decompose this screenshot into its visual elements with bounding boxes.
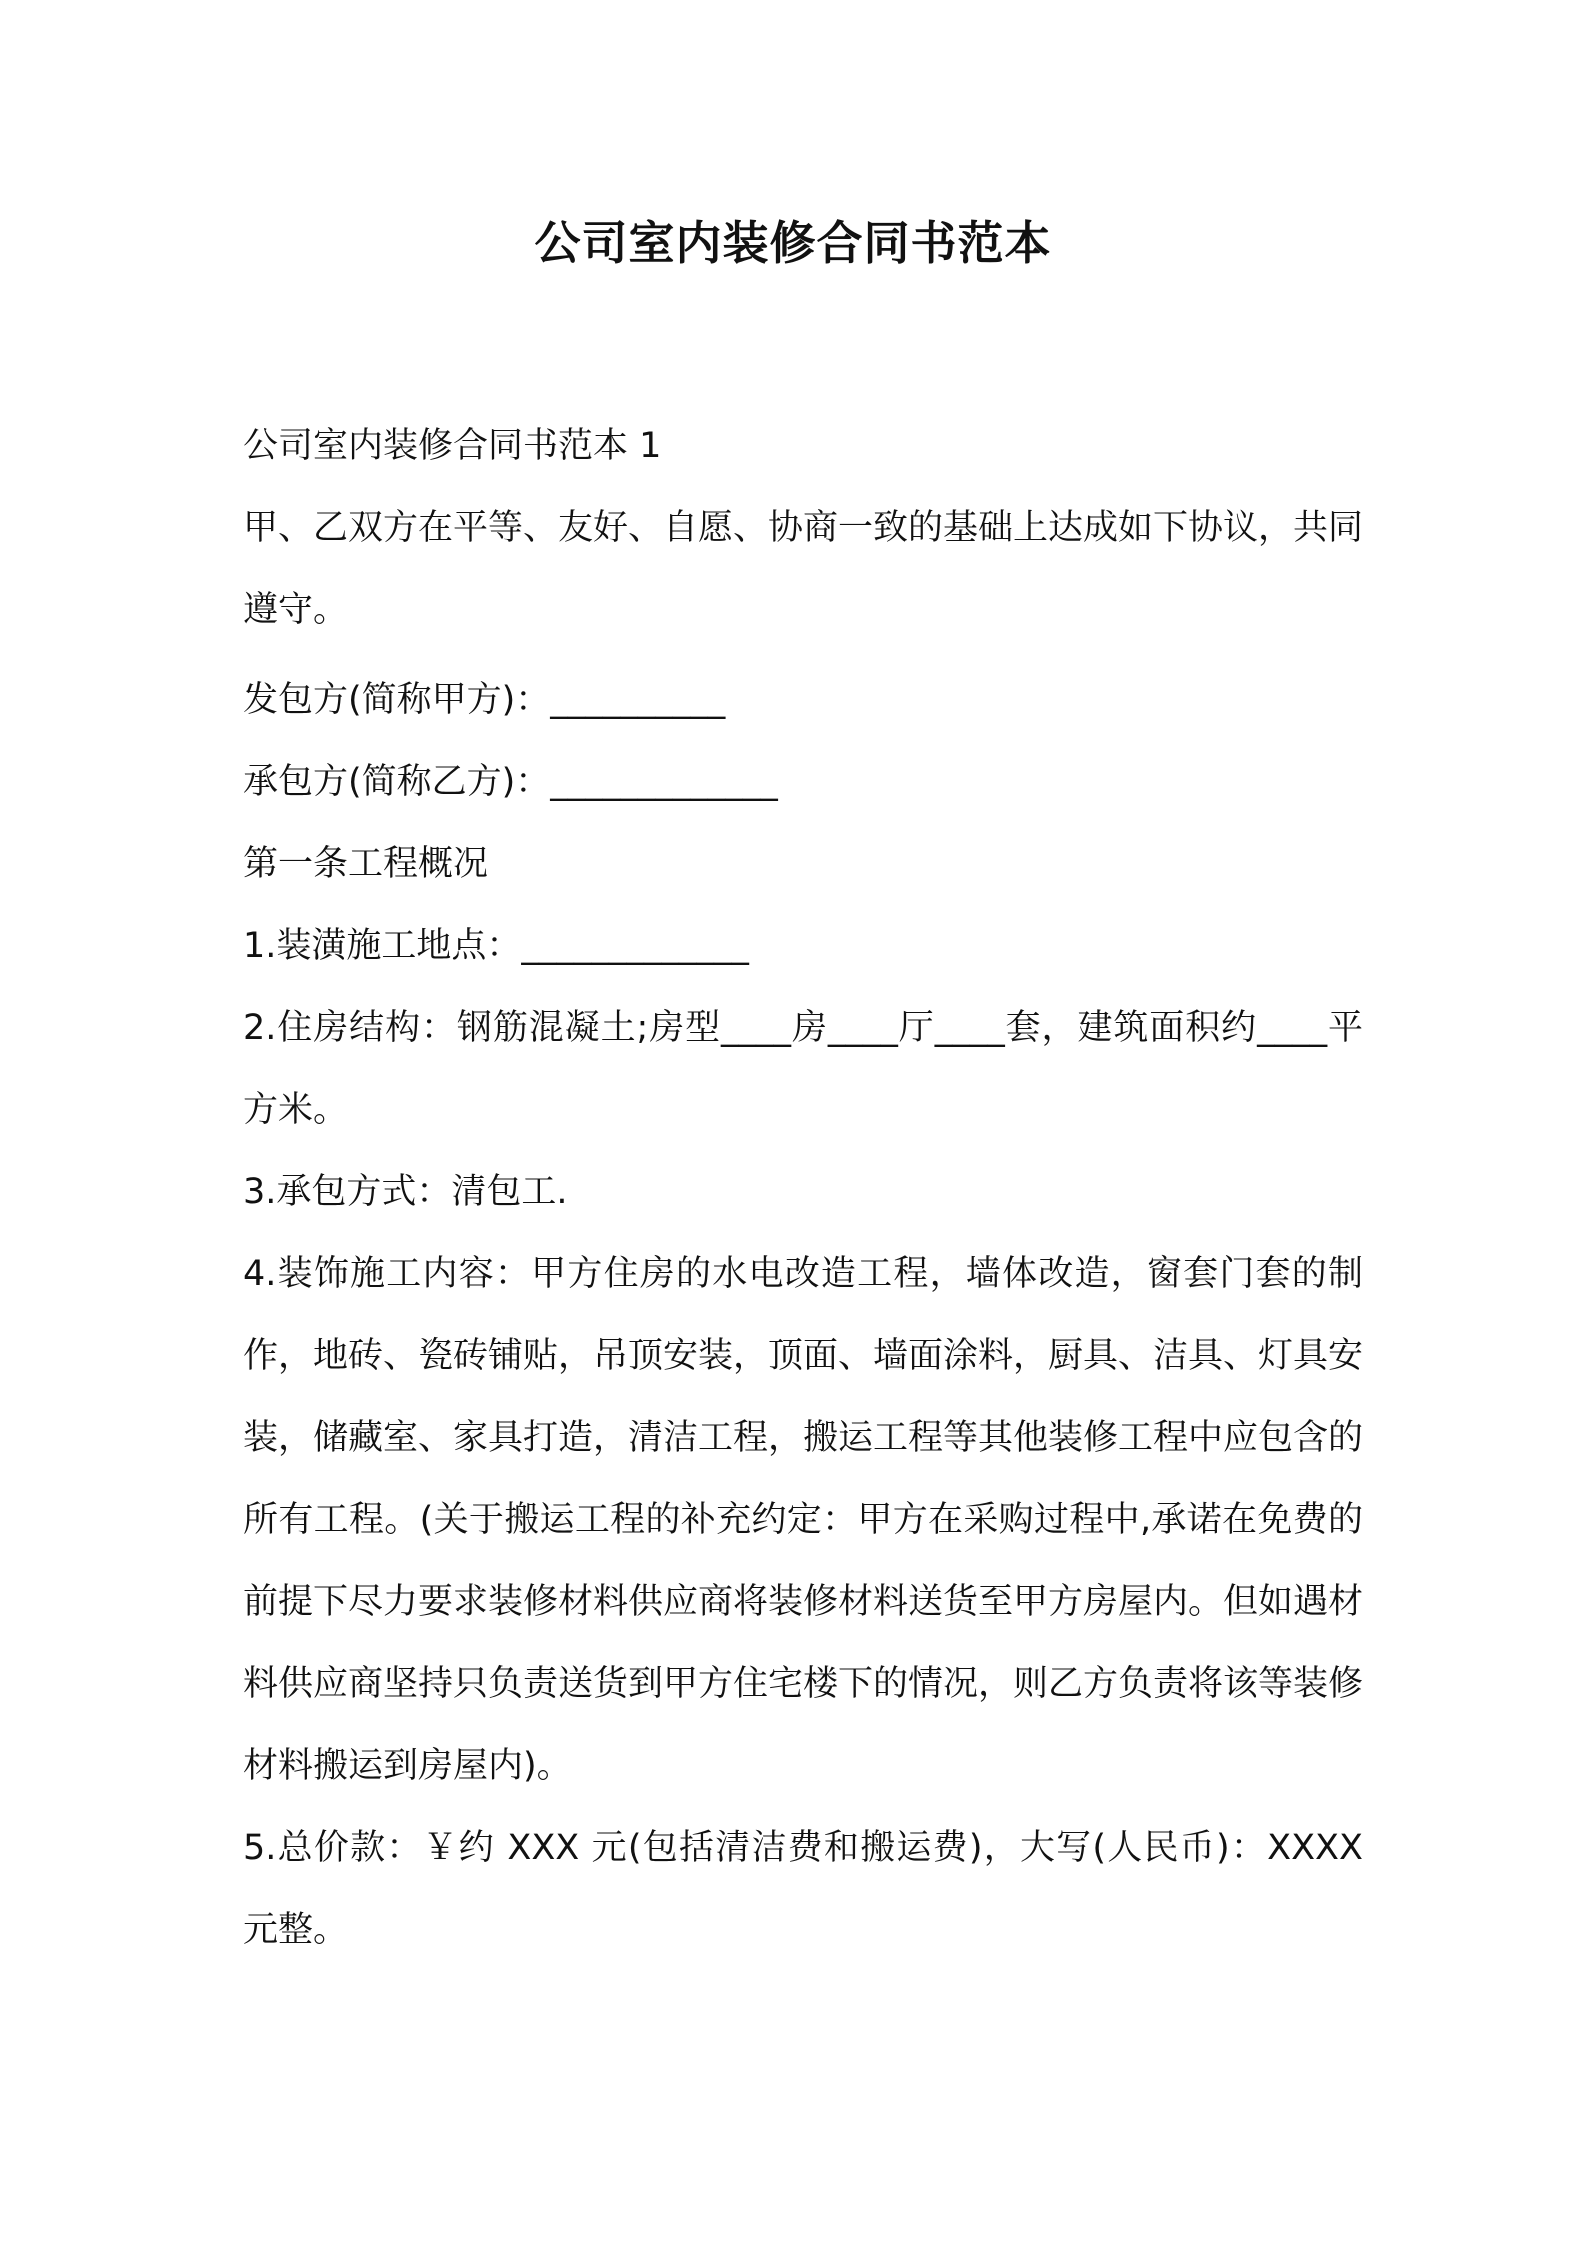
clause-1-location: 1.装潢施工地点：_____________ xyxy=(243,926,749,966)
party-a-line: 发包方(简称甲方)：__________ xyxy=(243,680,726,720)
section-heading: 公司室内装修合同书范本 1 xyxy=(243,426,662,466)
document-body xyxy=(243,405,1363,1971)
clause-5-price: 5.总价款：￥约 XXX 元(包括清洁费和搬运费)，大写(人民币)：XXXX 元整。 xyxy=(243,1828,1363,1950)
party-b-line: 承包方(简称乙方)：_____________ xyxy=(243,762,778,802)
preamble-paragraph: 甲、乙双方在平等、友好、自愿、协商一致的基础上达成如下协议，共同遵守。 xyxy=(243,508,1364,630)
clause-2-structure: 2.住房结构：钢筋混凝土;房型____房____厅____套，建筑面积约____平方米。 xyxy=(243,1008,1363,1130)
article-1-heading: 第一条工程概况 xyxy=(243,844,489,884)
clause-4-scope: 4.装饰施工内容：甲方住房的水电改造工程，墙体改造，窗套门套的制作，地砖、瓷砖铺贴，吊顶安装，顶面、墙面涂料，厨具、洁具、灯具安装，储藏室、家具打造，清洁工程，搬运工程等其他装修工程中应包含的所有工程。(关于搬运工程的补充约定：甲方在采购过程中,承诺在免费的前提下尽力要求装修材料供应商将装修材料送货至甲方房屋内。但如遇材料供应商坚持只负责送货到甲方住宅楼下的情况，则乙方负责将该等装修材料搬运到房屋内)。 xyxy=(243,1254,1364,1786)
document-title: 公司室内装修合同书范本 xyxy=(534,216,1052,270)
clause-3-contract-mode: 3.承包方式：清包工. xyxy=(243,1172,568,1212)
